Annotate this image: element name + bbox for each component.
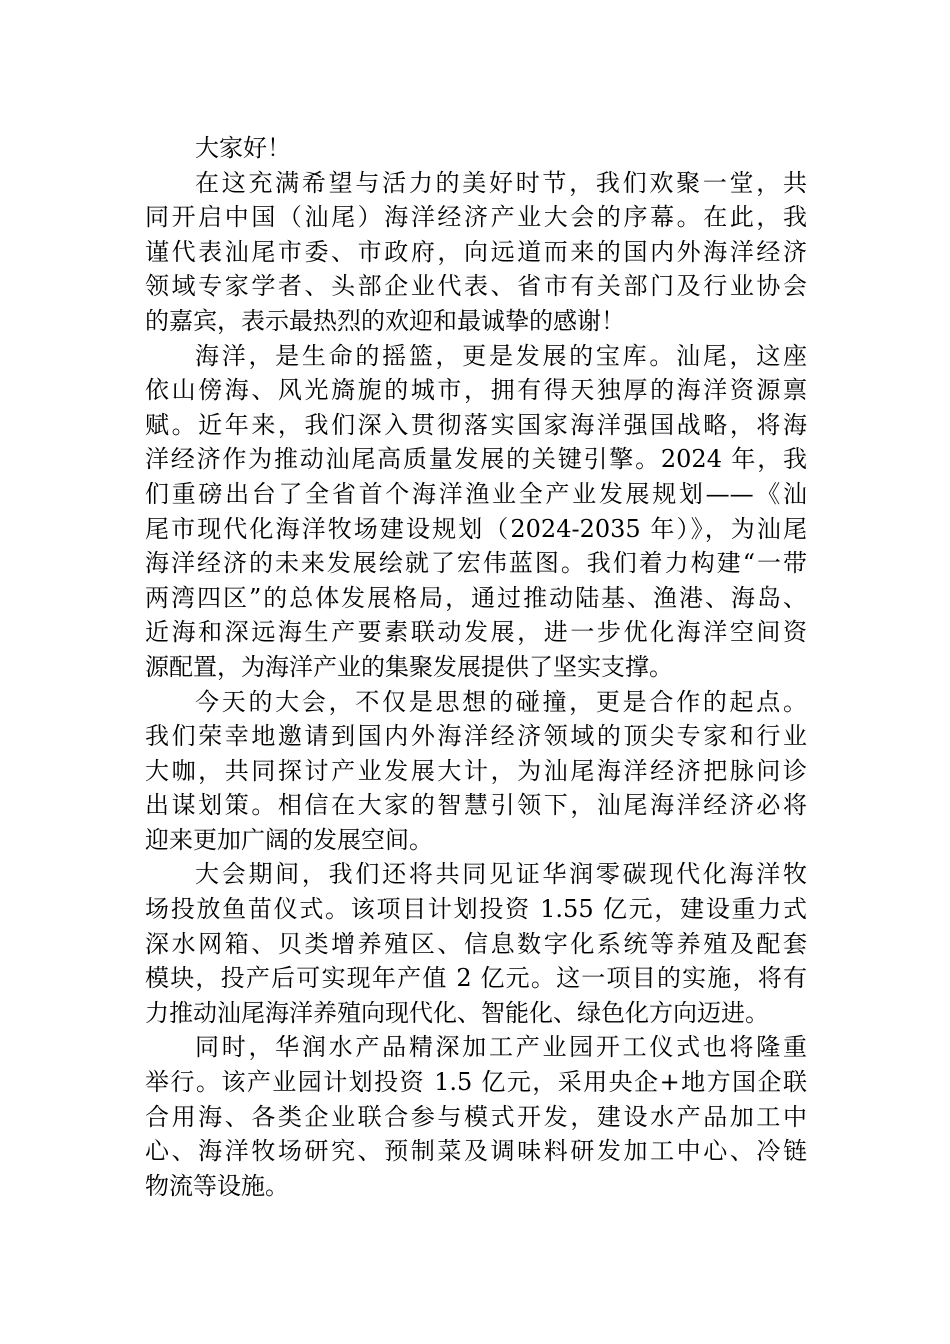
paragraph-ocean-strategy xyxy=(145,339,807,685)
text-line: 在这充满希望与活力的美好时节，我们欢聚一堂，共 xyxy=(195,168,807,197)
text-line: 模块，投产后可实现年产值 2 亿元。这一项目的实施，将有 xyxy=(145,964,807,993)
paragraph-industrial-park xyxy=(145,1030,807,1203)
text-line: 出谋划策。相信在大家的智慧引领下，汕尾海洋经济必将 xyxy=(145,791,807,820)
text-line: 海洋经济的未来发展绘就了宏伟蓝图。我们着力构建“一带 xyxy=(145,549,807,578)
text-line: 举行。该产业园计划投资 1.5 亿元，采用央企+地方国企联 xyxy=(145,1068,807,1097)
text-line: 海洋，是生命的摇篮，更是发展的宝库。汕尾，这座 xyxy=(195,341,807,370)
text-line: 洋经济作为推动汕尾高质量发展的关键引擎。2024 年，我 xyxy=(145,445,807,474)
paragraph-marine-ranch xyxy=(145,857,807,1030)
text-line: 的嘉宾，表示最热烈的欢迎和最诚挚的感谢！ xyxy=(145,306,625,335)
text-line: 依山傍海、风光旖旎的城市，拥有得天独厚的海洋资源禀 xyxy=(145,376,807,405)
text-line: 大家好！ xyxy=(195,134,291,162)
text-line: 合用海、各类企业联合参与模式开发，建设水产品加工中 xyxy=(145,1102,807,1131)
text-line: 大会期间，我们还将共同见证华润零碳现代化海洋牧 xyxy=(195,860,807,889)
paragraph-welcome xyxy=(145,166,807,339)
text-line: 们重磅出台了全省首个海洋渔业全产业发展规划——《汕 xyxy=(145,479,807,508)
paragraph-conference xyxy=(145,685,807,858)
text-line: 赋。近年来，我们深入贯彻落实国家海洋强国战略，将海 xyxy=(145,410,807,439)
text-line: 今天的大会，不仅是思想的碰撞，更是合作的起点。 xyxy=(195,687,807,716)
text-line: 两湾四区”的总体发展格局，通过推动陆基、渔港、海岛、 xyxy=(145,583,807,612)
text-line: 我们荣幸地邀请到国内外海洋经济领域的顶尖专家和行业 xyxy=(145,722,807,751)
text-line: 领域专家学者、头部企业代表、省市有关部门及行业协会 xyxy=(145,272,807,301)
paragraph-greeting xyxy=(145,131,807,166)
text-line: 尾市现代化海洋牧场建设规划（2024-2035 年）》，为汕尾 xyxy=(145,514,807,543)
text-line: 心、海洋牧场研究、预制菜及调味料研发加工中心、冷链 xyxy=(145,1137,807,1166)
text-line: 迎来更加广阔的发展空间。 xyxy=(145,825,433,854)
text-line: 物流等设施。 xyxy=(145,1171,289,1200)
speech-body xyxy=(145,131,807,1203)
text-line: 谨代表汕尾市委、市政府，向远道而来的国内外海洋经济 xyxy=(145,237,807,266)
text-line: 力推动汕尾海洋养殖向现代化、智能化、绿色化方向迈进。 xyxy=(145,998,769,1027)
text-line: 同开启中国（汕尾）海洋经济产业大会的序幕。在此，我 xyxy=(145,203,807,232)
text-line: 场投放鱼苗仪式。该项目计划投资 1.55 亿元，建设重力式 xyxy=(145,895,807,924)
text-line: 近海和深远海生产要素联动发展，进一步优化海洋空间资 xyxy=(145,618,807,647)
text-line: 深水网箱、贝类增养殖区、信息数字化系统等养殖及配套 xyxy=(145,929,807,958)
text-line: 源配置，为海洋产业的集聚发展提供了坚实支撑。 xyxy=(145,652,673,681)
text-line: 同时，华润水产品精深加工产业园开工仪式也将隆重 xyxy=(195,1033,807,1062)
text-line: 大咖，共同探讨产业发展大计，为汕尾海洋经济把脉问诊 xyxy=(145,756,807,785)
